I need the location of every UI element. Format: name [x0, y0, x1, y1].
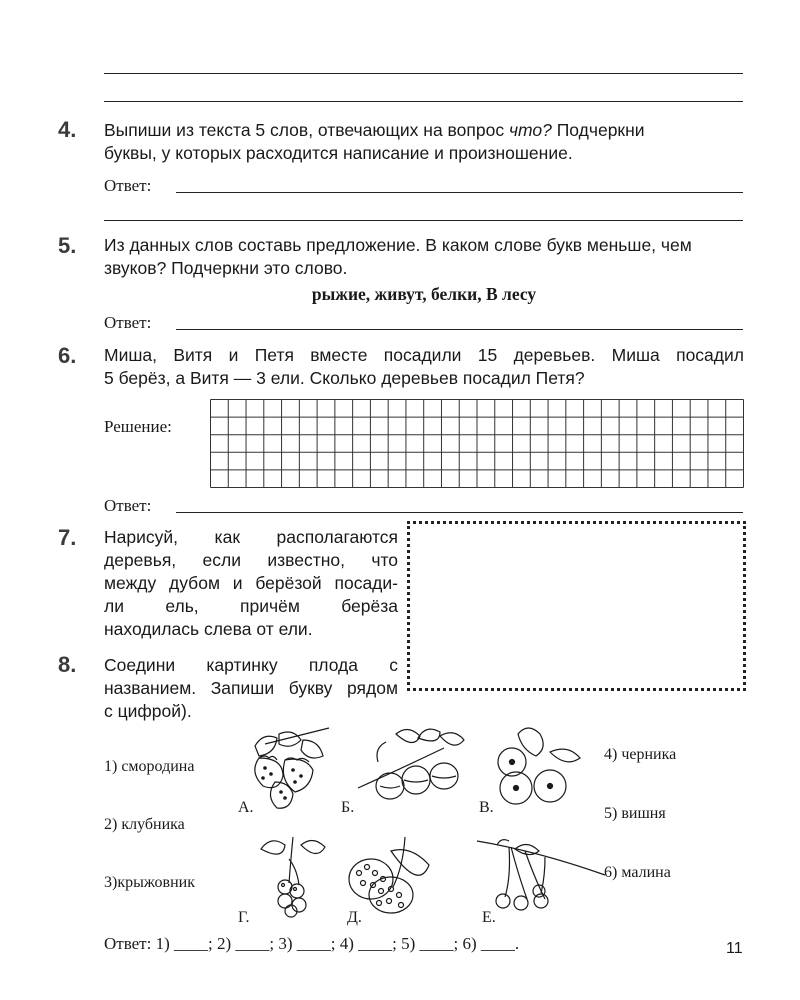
task-text — [104, 118, 744, 142]
task-text-italic: что? — [508, 120, 552, 140]
task-text: буквы, у которых расходится написание и произношение. — [104, 143, 573, 163]
strawberry-icon — [245, 726, 335, 812]
task-number: 4. — [58, 117, 77, 142]
task-text: Соедини картинку плода с — [104, 655, 398, 675]
task-text: с цифрой). — [104, 701, 192, 721]
currant-icon — [255, 835, 335, 917]
task-text-part: Выпиши из текста 5 слов, отвечающих на вопрос — [104, 120, 509, 140]
task-text: ли ель, причём берёза — [104, 596, 398, 616]
word-list: рыжие, живут, белки, В лесу — [311, 284, 537, 304]
raspberry-icon — [345, 835, 440, 915]
cherry-icon — [475, 835, 610, 915]
answer-line[interactable] — [104, 220, 743, 221]
task-text: Нарисуй, как располагаются — [104, 527, 398, 547]
answer-line[interactable] — [176, 512, 743, 513]
task-text: находилась слева от ели. — [104, 619, 313, 639]
drawing-area[interactable] — [407, 521, 746, 691]
answer-line[interactable] — [104, 101, 743, 102]
task-text: названием. Запиши букву рядом — [104, 678, 398, 698]
task-text: звуков? Подчеркни это слово. — [104, 258, 348, 278]
solution-grid[interactable] — [210, 399, 744, 488]
task-text: между дубом и берёзой посади- — [104, 573, 398, 593]
task-number: 6. — [58, 343, 77, 368]
page-number: 11 — [726, 940, 743, 957]
task-text: 5 берёз, а Витя — 3 ели. Сколько деревьев посадил Петя? — [104, 368, 585, 388]
task-number: 7. — [58, 525, 77, 550]
answer-label: Ответ: — [104, 313, 152, 332]
fruit-name: 5) вишня — [604, 805, 666, 822]
fruit-name: 3)крыжовник — [104, 874, 195, 891]
task-number: 5. — [58, 233, 77, 258]
task-number: 8. — [58, 652, 77, 677]
fruit-name: 6) малина — [604, 864, 671, 881]
fruit-name: 2) клубника — [104, 816, 185, 833]
picture-letter: В. — [479, 799, 494, 816]
answer-line[interactable] — [104, 73, 743, 74]
picture-letter: Г. — [238, 909, 250, 926]
gooseberry-icon — [356, 726, 471, 806]
blueberry-icon — [490, 722, 590, 806]
task-text: деревья, если известно, что — [104, 550, 398, 570]
answer-label: Ответ: — [104, 496, 152, 515]
answer-label: Ответ: — [104, 176, 152, 195]
picture-letter: Е. — [482, 909, 496, 926]
answer-line[interactable] — [176, 192, 743, 193]
picture-letter: А. — [238, 799, 254, 816]
answer-line-8[interactable]: Ответ: 1) ____; 2) ____; 3) ____; 4) ____; 5) ____; 6) ____. — [104, 934, 520, 953]
picture-letter: Д. — [347, 909, 362, 926]
task-text-part: Подчеркни — [551, 120, 645, 140]
task-text: Миша, Витя и Петя вместе посадили 15 деревьев. Миша посадил — [104, 345, 744, 365]
solution-label: Решение: — [104, 417, 172, 436]
fruit-name: 1) смородина — [104, 758, 195, 775]
answer-line[interactable] — [176, 329, 743, 330]
fruit-name: 4) черника — [604, 746, 677, 763]
task-text: Из данных слов составь предложение. В каком слове букв меньше, чем — [104, 235, 692, 255]
picture-letter: Б. — [341, 799, 355, 816]
